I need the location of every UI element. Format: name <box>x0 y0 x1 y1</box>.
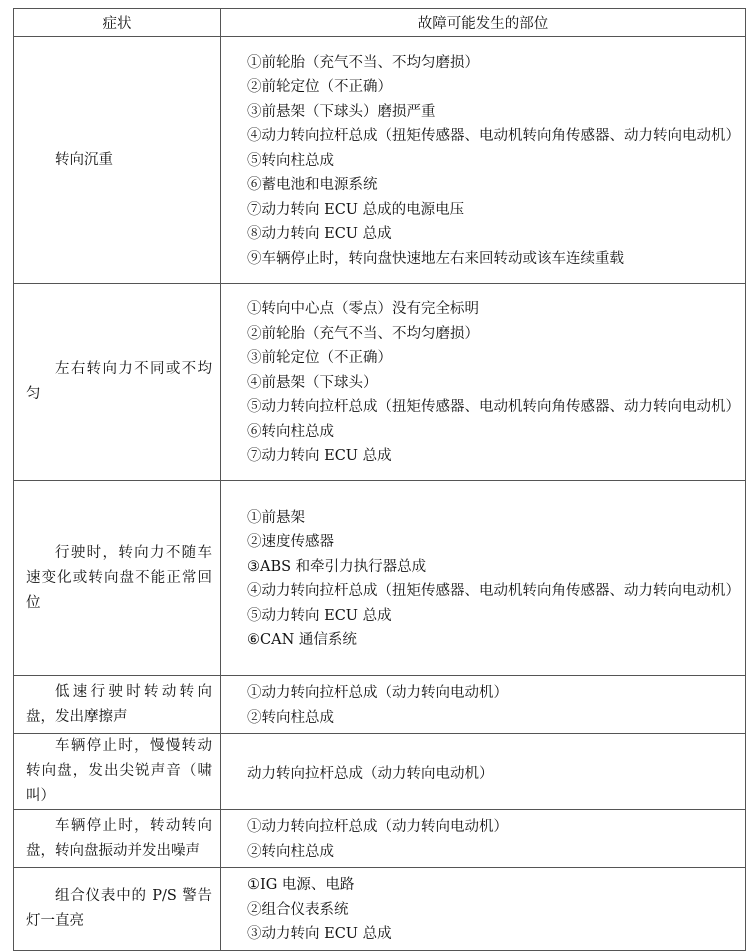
header-symptom: 症状 <box>14 9 221 37</box>
cause-item: ①前轮胎（充气不当、不均匀磨损） <box>247 54 479 71</box>
table-row <box>14 676 746 734</box>
cause-item: ③前轮定位（不正确） <box>247 350 392 367</box>
table-row <box>14 284 746 481</box>
cause-item: ⑤转向柱总成 <box>247 152 334 169</box>
cause-item: ②转向柱总成 <box>247 843 334 860</box>
table-row <box>14 481 746 676</box>
cause-item: ⑤动力转向拉杆总成（扭矩传感器、电动机转向角传感器、动力转向电动机） <box>247 399 740 416</box>
cause-item: ⑦动力转向 ECU 总成的电源电压 <box>247 201 465 218</box>
header-fault-location: 故障可能发生的部位 <box>221 9 746 37</box>
cause-item: ①动力转向拉杆总成（动力转向电动机） <box>247 685 508 701</box>
cause-item: ①IG 电源、电路 <box>247 877 355 893</box>
cause-list <box>221 868 746 951</box>
cause-item: ④动力转向拉杆总成（扭矩传感器、电动机转向角传感器、动力转向电动机） <box>247 128 740 145</box>
fault-table-container <box>13 8 746 951</box>
cause-item: ⑥蓄电池和电源系统 <box>247 177 378 194</box>
cause-list <box>221 284 746 481</box>
table-header-row <box>14 9 746 37</box>
cause-item: ⑥CAN 通信系统 <box>247 632 357 648</box>
cause-item: ②速度传感器 <box>247 534 334 550</box>
cause-item: ②前轮定位（不正确） <box>247 79 392 96</box>
cause-item: ⑥转向柱总成 <box>247 423 334 440</box>
symptom-cell: 低速行驶时转动转向盘，发出摩擦声 <box>14 676 221 734</box>
cause-item: ③ABS 和牵引力执行器总成 <box>247 558 427 575</box>
cause-item: ①转向中心点（零点）没有完全标明 <box>247 301 479 318</box>
cause-item: ⑦动力转向 ECU 总成 <box>247 448 392 465</box>
cause-list <box>221 676 746 734</box>
table-row <box>14 810 746 868</box>
cause-item: ②前轮胎（充气不当、不均匀磨损） <box>247 325 479 342</box>
cause-item: ②转向柱总成 <box>247 709 334 726</box>
cause-item: ③动力转向 ECU 总成 <box>247 926 392 942</box>
table-row <box>14 37 746 284</box>
cause-item: ⑧动力转向 ECU 总成 <box>247 226 392 243</box>
fault-diagnosis-table <box>13 8 746 951</box>
table-row <box>14 734 746 810</box>
cause-list <box>221 37 746 284</box>
cause-item: ①动力转向拉杆总成（动力转向电动机） <box>247 819 508 835</box>
cause-list <box>221 481 746 676</box>
symptom-cell: 行驶时，转向力不随车速变化或转向盘不能正常回位 <box>14 481 221 676</box>
symptom-cell: 组合仪表中的 P/S 警告灯一直亮 <box>14 868 221 951</box>
cause-item: ①前悬架 <box>247 509 305 526</box>
cause-item: ⑨车辆停止时，转向盘快速地左右来回转动或该车连续重载 <box>247 250 624 267</box>
symptom-cell: 车辆停止时，转动转向盘，转向盘振动并发出噪声 <box>14 810 221 868</box>
symptom-cell: 车辆停止时，慢慢转动转向盘，发出尖锐声音（啸叫） <box>14 734 221 810</box>
cause-item: 动力转向拉杆总成（动力转向电动机） <box>247 765 494 782</box>
table-row <box>14 868 746 951</box>
cause-item: ④动力转向拉杆总成（扭矩传感器、电动机转向角传感器、动力转向电动机） <box>247 583 740 599</box>
cause-list <box>221 810 746 868</box>
cause-list <box>221 734 746 810</box>
symptom-cell: 转向沉重 <box>14 37 221 284</box>
cause-item: ④前悬架（下球头） <box>247 374 378 391</box>
symptom-cell: 左右转向力不同或不均匀 <box>14 284 221 481</box>
cause-item: ③前悬架（下球头）磨损严重 <box>247 103 436 120</box>
cause-item: ⑤动力转向 ECU 总成 <box>247 607 392 624</box>
cause-item: ②组合仪表系统 <box>247 901 349 918</box>
